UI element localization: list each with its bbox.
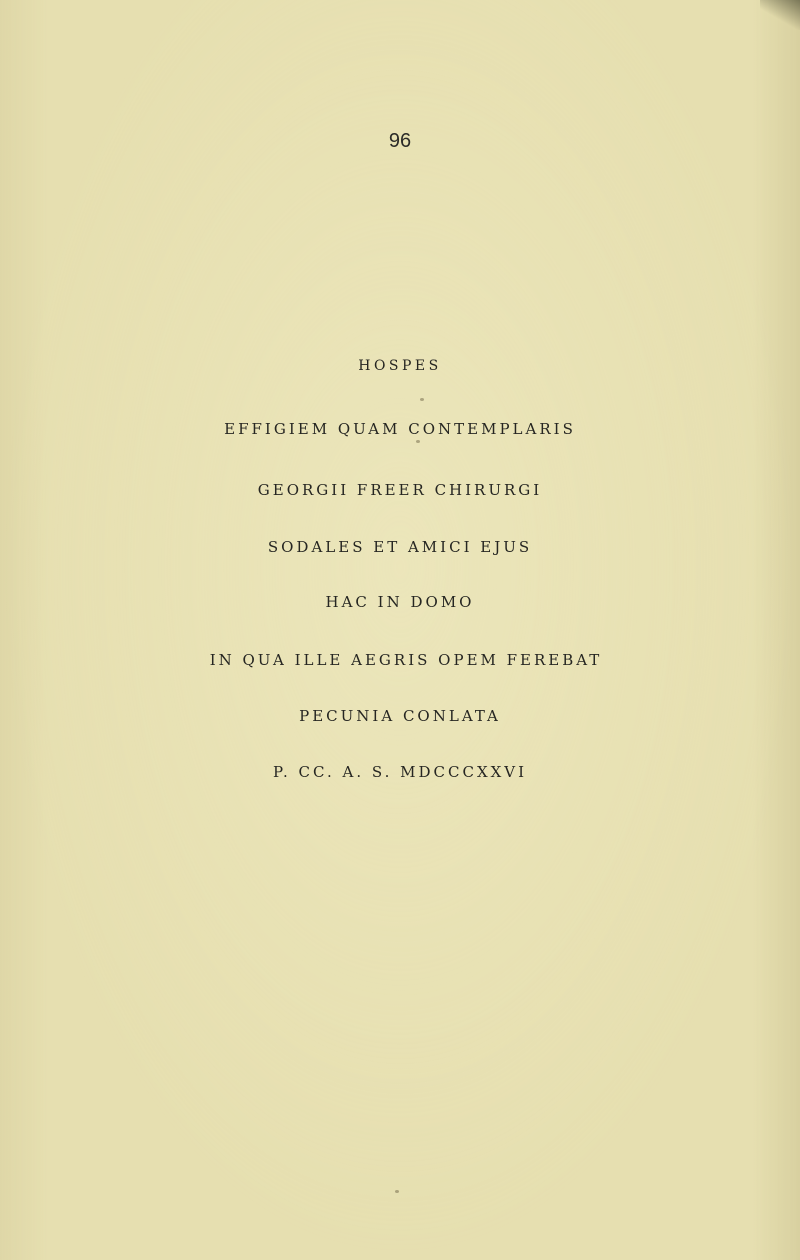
inscription-line: PECUNIA CONLATA (299, 707, 501, 725)
corner-stain (760, 0, 800, 30)
inscription-line: HAC IN DOMO (325, 593, 475, 611)
inscription-heading: HOSPES (358, 358, 442, 374)
ink-speck (420, 398, 424, 401)
ink-speck (395, 1190, 399, 1193)
page-number: 96 (388, 130, 412, 152)
inscription-date: P. CC. A. S. MDCCCXXVI (272, 763, 528, 781)
inscription-line: SODALES ET AMICI EJUS (267, 538, 533, 556)
inscription-line: EFFIGIEM QUAM CONTEMPLARIS (224, 420, 576, 438)
ink-speck (416, 440, 420, 443)
inscription-line: IN QUA ILLE AEGRIS OPEM FEREBAT (209, 651, 603, 669)
inscription-line: GEORGII FREER CHIRURGI (257, 481, 543, 499)
